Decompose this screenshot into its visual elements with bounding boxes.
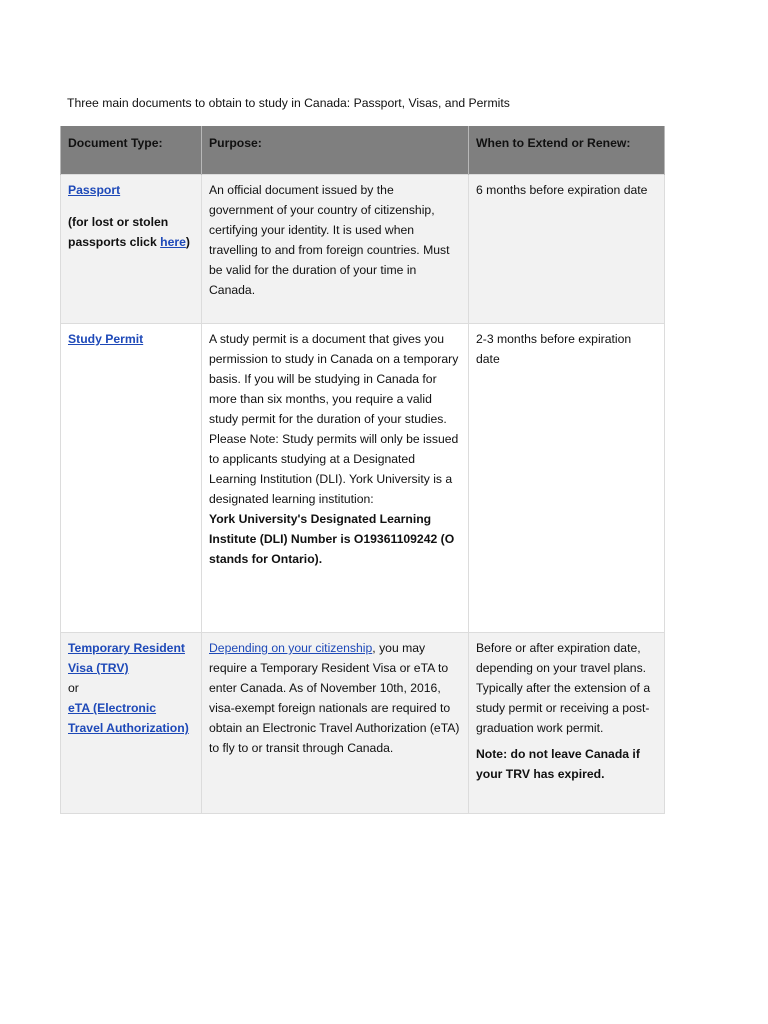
table-row-study-permit — [61, 324, 665, 633]
passport-link[interactable]: Passport — [68, 183, 121, 197]
york-dli-number: York University's Designated Learning Institute (DLI) Number is O19361109242 (O stands for Ontario). — [209, 512, 455, 566]
trv-expired-note: Note: do not leave Canada if your TRV has expired. — [476, 747, 640, 781]
table-header-row — [61, 126, 665, 175]
lost-passport-note — [68, 212, 194, 252]
table-row-trv — [61, 633, 665, 814]
header-purpose: Purpose: — [202, 126, 469, 175]
cell-study-permit-type — [61, 324, 202, 633]
cell-passport-type — [61, 175, 202, 324]
documents-table — [60, 126, 665, 814]
citizenship-link[interactable]: Depending on your citizenship — [209, 641, 373, 655]
cell-trv-type — [61, 633, 202, 814]
cell-study-permit-when: 2-3 months before expiration date — [469, 324, 665, 633]
cell-study-permit-purpose — [202, 324, 469, 633]
lost-passport-here-link[interactable]: here — [160, 235, 186, 249]
eta-link[interactable]: eTA (Electronic Travel Authorization) — [68, 701, 189, 735]
trv-when-text: Before or after expiration date, depending on your travel plans. Typically after the extension of a study permit or receiving a post-graduation work permit. — [476, 641, 651, 735]
cell-trv-purpose — [202, 633, 469, 814]
cell-trv-when — [469, 633, 665, 814]
study-permit-link[interactable]: Study Permit — [68, 332, 144, 346]
study-permit-note: Please Note: Study permits will only be issued to applicants studying at a Designated Learning Institution (DLI). York University is a designated learning institution: — [209, 432, 459, 506]
header-document-type: Document Type: — [61, 126, 202, 175]
lost-passport-note-suffix: ) — [185, 235, 190, 249]
table-row-passport — [61, 175, 665, 324]
trv-link[interactable]: Temporary Resident Visa (TRV) — [68, 641, 185, 675]
cell-passport-purpose: An official document issued by the government of your country of citizenship, certifying your identity. It is used when travelling to and from foreign countries. Must be valid for the duration of your time in Canada. — [202, 175, 469, 324]
document-title: Three main documents to obtain to study in Canada: Passport, Visas, and Permits — [67, 96, 510, 110]
study-permit-description: A study permit is a document that gives you permission to study in Canada on a temporary basis. If you will be studying in Canada for more than six months, you require a valid study permit for the duration of your studies. — [209, 332, 459, 426]
cell-passport-when: 6 months before expiration date — [469, 175, 665, 324]
trv-purpose-text: , you may require a Temporary Resident Visa or eTA to enter Canada. As of November 10th, 2016, visa-exempt foreign nationals are required to obtain an Electronic Travel Authorization (eTA) to fly to or transit through Canada. — [209, 641, 460, 755]
or-text: or — [68, 681, 79, 695]
lost-passport-note-prefix: (for lost or stolen passports click — [68, 215, 169, 249]
header-when-to-renew: When to Extend or Renew: — [469, 126, 665, 175]
